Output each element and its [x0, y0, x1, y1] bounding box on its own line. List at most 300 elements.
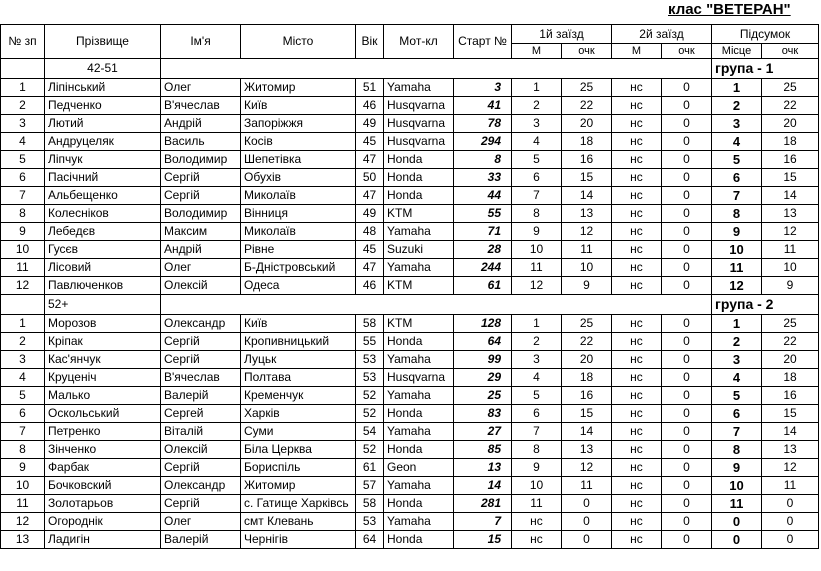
cell-age: 53: [356, 369, 384, 387]
cell-heat2-place: нс: [612, 133, 662, 151]
table-row: [1, 531, 819, 549]
table-row: [1, 441, 819, 459]
table-row: [1, 151, 819, 169]
cell-start: 27: [454, 423, 512, 441]
cell-moto: Geon: [384, 459, 454, 477]
header-start: Старт №: [454, 25, 512, 59]
cell-name: Андрій: [161, 115, 241, 133]
cell-heat1-pts: 25: [562, 315, 612, 333]
cell-num: 4: [1, 369, 45, 387]
cell-moto: Honda: [384, 495, 454, 513]
cell-total-pts: 15: [762, 405, 819, 423]
cell-heat1-place: 5: [512, 387, 562, 405]
cell-city: Б-Дністровський: [241, 259, 356, 277]
cell-heat2-place: нс: [612, 423, 662, 441]
cell-city: Житомир: [241, 79, 356, 97]
cell-heat1-pts: 0: [562, 495, 612, 513]
cell-name: Андрій: [161, 241, 241, 259]
cell-heat1-place: нс: [512, 531, 562, 549]
cell-heat2-place: нс: [612, 205, 662, 223]
cell-total-pts: 12: [762, 223, 819, 241]
cell-name: Сергій: [161, 351, 241, 369]
cell-heat2-pts: 0: [662, 187, 712, 205]
cell-heat2-pts: 0: [662, 169, 712, 187]
cell-age: 64: [356, 531, 384, 549]
cell-surname: Фарбак: [45, 459, 161, 477]
cell-heat2-pts: 0: [662, 513, 712, 531]
group-header-row: [1, 59, 819, 79]
cell-surname: Кріпак: [45, 333, 161, 351]
cell-start: 244: [454, 259, 512, 277]
cell-heat2-pts: 0: [662, 223, 712, 241]
cell-heat2-place: нс: [612, 513, 662, 531]
cell-heat1-pts: 9: [562, 277, 612, 295]
cell-heat2-place: нс: [612, 315, 662, 333]
cell-name: Василь: [161, 133, 241, 151]
table-row: [1, 115, 819, 133]
cell-surname: Малько: [45, 387, 161, 405]
cell-city: Бориспіль: [241, 459, 356, 477]
cell-heat1-place: 6: [512, 405, 562, 423]
table-row: [1, 405, 819, 423]
cell-heat1-place: 8: [512, 205, 562, 223]
cell-heat2-place: нс: [612, 387, 662, 405]
cell-heat1-place: 4: [512, 133, 562, 151]
cell-heat2-place: нс: [612, 115, 662, 133]
cell-moto: Yamaha: [384, 351, 454, 369]
cell-start: 64: [454, 333, 512, 351]
cell-heat2-place: нс: [612, 351, 662, 369]
cell-moto: KTM: [384, 315, 454, 333]
cell-start: 128: [454, 315, 512, 333]
cell-surname: Альбещенко: [45, 187, 161, 205]
cell-heat1-place: 9: [512, 459, 562, 477]
cell-city: с. Гатище Харківсь: [241, 495, 356, 513]
cell-moto: Husqvarna: [384, 97, 454, 115]
cell-heat1-pts: 13: [562, 441, 612, 459]
cell-heat2-pts: 0: [662, 351, 712, 369]
title-row: [0, 0, 821, 24]
cell-heat1-pts: 16: [562, 151, 612, 169]
cell-surname: Круценіч: [45, 369, 161, 387]
cell-start: 8: [454, 151, 512, 169]
cell-name: Олег: [161, 259, 241, 277]
cell-heat2-pts: 0: [662, 97, 712, 115]
cell-total-place: 6: [712, 405, 762, 423]
header-age: Вік: [356, 25, 384, 59]
cell-start: 71: [454, 223, 512, 241]
cell-start: 33: [454, 169, 512, 187]
cell-start: 99: [454, 351, 512, 369]
cell-city: Київ: [241, 315, 356, 333]
cell-heat1-pts: 10: [562, 259, 612, 277]
cell-surname: Лебедєв: [45, 223, 161, 241]
group-label: група - 2: [712, 295, 819, 315]
cell-num: 9: [1, 223, 45, 241]
group-age-range: 42-51: [45, 59, 161, 79]
group-spacer: [1, 59, 45, 79]
cell-city: Шепетівка: [241, 151, 356, 169]
table-row: [1, 423, 819, 441]
cell-moto: Husqvarna: [384, 369, 454, 387]
cell-heat2-pts: 0: [662, 315, 712, 333]
cell-heat1-place: 11: [512, 259, 562, 277]
cell-start: 294: [454, 133, 512, 151]
header-heat1-m: М: [512, 44, 562, 59]
cell-surname: Ладигін: [45, 531, 161, 549]
table-row: [1, 477, 819, 495]
cell-heat2-place: нс: [612, 277, 662, 295]
cell-age: 45: [356, 133, 384, 151]
cell-heat1-place: 2: [512, 333, 562, 351]
cell-surname: Зінченко: [45, 441, 161, 459]
cell-moto: Yamaha: [384, 477, 454, 495]
cell-total-place: 3: [712, 351, 762, 369]
cell-total-pts: 0: [762, 495, 819, 513]
cell-total-place: 0: [712, 531, 762, 549]
cell-total-place: 11: [712, 259, 762, 277]
cell-city: Кропивницький: [241, 333, 356, 351]
cell-heat1-place: 10: [512, 477, 562, 495]
cell-name: В'ячеслав: [161, 369, 241, 387]
cell-num: 6: [1, 405, 45, 423]
cell-heat1-pts: 11: [562, 241, 612, 259]
cell-heat2-pts: 0: [662, 241, 712, 259]
cell-surname: Андруцеляк: [45, 133, 161, 151]
cell-total-pts: 16: [762, 151, 819, 169]
cell-name: Валерій: [161, 387, 241, 405]
cell-total-place: 7: [712, 187, 762, 205]
cell-num: 7: [1, 423, 45, 441]
cell-heat2-place: нс: [612, 97, 662, 115]
table-row: [1, 187, 819, 205]
header-surname: Прізвище: [45, 25, 161, 59]
cell-start: 3: [454, 79, 512, 97]
cell-total-place: 9: [712, 459, 762, 477]
cell-start: 41: [454, 97, 512, 115]
cell-heat2-place: нс: [612, 477, 662, 495]
cell-city: Одеса: [241, 277, 356, 295]
group-age-range: 52+: [45, 295, 161, 315]
cell-heat2-place: нс: [612, 369, 662, 387]
cell-city: Луцьк: [241, 351, 356, 369]
table-row: [1, 351, 819, 369]
cell-total-place: 8: [712, 205, 762, 223]
cell-num: 10: [1, 477, 45, 495]
table-row: [1, 513, 819, 531]
cell-age: 52: [356, 405, 384, 423]
cell-heat2-place: нс: [612, 495, 662, 513]
cell-surname: Ліпчук: [45, 151, 161, 169]
cell-start: 15: [454, 531, 512, 549]
cell-heat2-place: нс: [612, 79, 662, 97]
table-row: [1, 133, 819, 151]
cell-heat1-pts: 14: [562, 423, 612, 441]
cell-heat1-place: 7: [512, 423, 562, 441]
cell-total-pts: 20: [762, 351, 819, 369]
cell-heat2-pts: 0: [662, 115, 712, 133]
cell-start: 13: [454, 459, 512, 477]
cell-city: Запоріжжя: [241, 115, 356, 133]
cell-name: Сергій: [161, 169, 241, 187]
cell-total-place: 12: [712, 277, 762, 295]
cell-start: 83: [454, 405, 512, 423]
cell-surname: Кас'янчук: [45, 351, 161, 369]
cell-name: Сергій: [161, 333, 241, 351]
cell-name: Сергій: [161, 187, 241, 205]
cell-age: 55: [356, 333, 384, 351]
cell-city: Рівне: [241, 241, 356, 259]
cell-total-place: 1: [712, 79, 762, 97]
cell-age: 47: [356, 151, 384, 169]
cell-name: Володимир: [161, 151, 241, 169]
header-heat1: 1й заїзд: [512, 25, 612, 44]
cell-age: 46: [356, 277, 384, 295]
cell-heat2-pts: 0: [662, 477, 712, 495]
table-row: [1, 223, 819, 241]
cell-age: 48: [356, 223, 384, 241]
cell-total-place: 9: [712, 223, 762, 241]
cell-start: 28: [454, 241, 512, 259]
cell-city: Вінниця: [241, 205, 356, 223]
cell-total-place: 10: [712, 477, 762, 495]
header-name: Ім'я: [161, 25, 241, 59]
cell-heat1-place: 1: [512, 79, 562, 97]
cell-name: Олександр: [161, 315, 241, 333]
cell-heat2-pts: 0: [662, 277, 712, 295]
cell-heat1-place: 8: [512, 441, 562, 459]
header-city: Місто: [241, 25, 356, 59]
cell-heat2-pts: 0: [662, 441, 712, 459]
cell-heat2-pts: 0: [662, 405, 712, 423]
cell-moto: Yamaha: [384, 259, 454, 277]
cell-age: 47: [356, 259, 384, 277]
cell-age: 45: [356, 241, 384, 259]
cell-start: 7: [454, 513, 512, 531]
cell-moto: Honda: [384, 333, 454, 351]
cell-moto: Honda: [384, 531, 454, 549]
cell-name: Сергій: [161, 495, 241, 513]
cell-age: 46: [356, 97, 384, 115]
cell-start: 29: [454, 369, 512, 387]
cell-moto: Yamaha: [384, 387, 454, 405]
cell-total-place: 11: [712, 495, 762, 513]
cell-name: Валерій: [161, 531, 241, 549]
cell-surname: Пасічний: [45, 169, 161, 187]
cell-heat1-place: 3: [512, 115, 562, 133]
cell-city: Житомир: [241, 477, 356, 495]
group-spacer: [161, 295, 712, 315]
cell-num: 12: [1, 513, 45, 531]
cell-heat2-place: нс: [612, 259, 662, 277]
cell-name: Олександр: [161, 477, 241, 495]
cell-start: 14: [454, 477, 512, 495]
cell-heat1-place: 9: [512, 223, 562, 241]
cell-num: 10: [1, 241, 45, 259]
cell-heat1-pts: 15: [562, 405, 612, 423]
cell-start: 78: [454, 115, 512, 133]
cell-heat1-pts: 15: [562, 169, 612, 187]
cell-heat1-pts: 20: [562, 351, 612, 369]
cell-total-pts: 18: [762, 133, 819, 151]
cell-start: 281: [454, 495, 512, 513]
cell-heat1-place: 11: [512, 495, 562, 513]
cell-total-pts: 22: [762, 333, 819, 351]
group-spacer: [1, 295, 45, 315]
cell-city: Миколаїв: [241, 223, 356, 241]
cell-name: Олег: [161, 79, 241, 97]
cell-heat2-pts: 0: [662, 205, 712, 223]
cell-heat2-pts: 0: [662, 387, 712, 405]
cell-heat1-pts: 14: [562, 187, 612, 205]
group-header-row: [1, 295, 819, 315]
cell-total-pts: 12: [762, 459, 819, 477]
cell-age: 53: [356, 351, 384, 369]
cell-heat2-place: нс: [612, 169, 662, 187]
class-title: клас "ВЕТЕРАН": [668, 1, 791, 18]
cell-age: 52: [356, 441, 384, 459]
cell-city: Полтава: [241, 369, 356, 387]
cell-heat1-pts: 22: [562, 333, 612, 351]
cell-city: смт Клевань: [241, 513, 356, 531]
table-row: [1, 169, 819, 187]
cell-heat1-place: 10: [512, 241, 562, 259]
header-num: № зп: [1, 25, 45, 59]
cell-age: 49: [356, 115, 384, 133]
cell-moto: KTM: [384, 205, 454, 223]
cell-moto: Honda: [384, 187, 454, 205]
header-moto: Мот-кл: [384, 25, 454, 59]
cell-heat1-pts: 0: [562, 513, 612, 531]
table-row: [1, 79, 819, 97]
cell-total-pts: 11: [762, 241, 819, 259]
cell-heat1-pts: 18: [562, 133, 612, 151]
cell-age: 50: [356, 169, 384, 187]
cell-heat2-place: нс: [612, 441, 662, 459]
cell-moto: Honda: [384, 169, 454, 187]
cell-moto: Yamaha: [384, 223, 454, 241]
cell-total-pts: 0: [762, 531, 819, 549]
cell-total-place: 10: [712, 241, 762, 259]
cell-surname: Лісовий: [45, 259, 161, 277]
table-row: [1, 315, 819, 333]
cell-total-pts: 20: [762, 115, 819, 133]
cell-surname: Ліпінський: [45, 79, 161, 97]
cell-total-place: 4: [712, 369, 762, 387]
cell-city: Біла Церква: [241, 441, 356, 459]
cell-age: 57: [356, 477, 384, 495]
cell-total-pts: 15: [762, 169, 819, 187]
cell-heat2-place: нс: [612, 151, 662, 169]
table-row: [1, 205, 819, 223]
cell-heat1-place: нс: [512, 513, 562, 531]
cell-heat1-pts: 11: [562, 477, 612, 495]
cell-name: Сергій: [161, 459, 241, 477]
cell-heat1-place: 4: [512, 369, 562, 387]
table-row: [1, 259, 819, 277]
cell-age: 58: [356, 315, 384, 333]
cell-heat2-place: нс: [612, 405, 662, 423]
cell-heat1-place: 1: [512, 315, 562, 333]
cell-total-pts: 25: [762, 315, 819, 333]
cell-city: Косів: [241, 133, 356, 151]
cell-moto: Husqvarna: [384, 133, 454, 151]
cell-moto: Husqvarna: [384, 115, 454, 133]
cell-surname: Морозов: [45, 315, 161, 333]
results-table: [0, 24, 819, 549]
cell-num: 5: [1, 387, 45, 405]
cell-num: 11: [1, 495, 45, 513]
cell-moto: Yamaha: [384, 79, 454, 97]
cell-num: 12: [1, 277, 45, 295]
cell-total-pts: 10: [762, 259, 819, 277]
header-row-1: [1, 25, 819, 44]
cell-heat1-place: 2: [512, 97, 562, 115]
cell-moto: KTM: [384, 277, 454, 295]
header-heat2-pts: очк: [662, 44, 712, 59]
cell-total-place: 4: [712, 133, 762, 151]
cell-heat1-place: 12: [512, 277, 562, 295]
table-row: [1, 333, 819, 351]
cell-total-place: 2: [712, 97, 762, 115]
cell-surname: Оскольський: [45, 405, 161, 423]
cell-total-place: 7: [712, 423, 762, 441]
cell-name: Олег: [161, 513, 241, 531]
cell-surname: Огороднік: [45, 513, 161, 531]
table-row: [1, 241, 819, 259]
header-heat1-pts: очк: [562, 44, 612, 59]
cell-num: 2: [1, 333, 45, 351]
cell-total-pts: 13: [762, 441, 819, 459]
cell-heat2-place: нс: [612, 459, 662, 477]
cell-age: 54: [356, 423, 384, 441]
cell-heat2-place: нс: [612, 187, 662, 205]
cell-age: 53: [356, 513, 384, 531]
cell-heat2-pts: 0: [662, 459, 712, 477]
cell-heat2-place: нс: [612, 531, 662, 549]
cell-heat2-pts: 0: [662, 423, 712, 441]
cell-num: 9: [1, 459, 45, 477]
cell-total-place: 0: [712, 513, 762, 531]
cell-num: 6: [1, 169, 45, 187]
cell-heat1-pts: 22: [562, 97, 612, 115]
cell-num: 7: [1, 187, 45, 205]
cell-total-pts: 22: [762, 97, 819, 115]
header-heat2: 2й заїзд: [612, 25, 712, 44]
cell-start: 85: [454, 441, 512, 459]
cell-surname: Бочковский: [45, 477, 161, 495]
cell-moto: Honda: [384, 151, 454, 169]
cell-moto: Honda: [384, 405, 454, 423]
header-total-place: Місце: [712, 44, 762, 59]
cell-city: Суми: [241, 423, 356, 441]
cell-moto: Yamaha: [384, 423, 454, 441]
cell-total-place: 5: [712, 151, 762, 169]
cell-total-place: 6: [712, 169, 762, 187]
cell-total-pts: 9: [762, 277, 819, 295]
cell-total-place: 2: [712, 333, 762, 351]
table-row: [1, 97, 819, 115]
cell-num: 3: [1, 351, 45, 369]
cell-name: Володимир: [161, 205, 241, 223]
cell-moto: Yamaha: [384, 513, 454, 531]
cell-num: 4: [1, 133, 45, 151]
cell-total-pts: 14: [762, 187, 819, 205]
cell-heat2-pts: 0: [662, 333, 712, 351]
cell-num: 8: [1, 205, 45, 223]
cell-surname: Павлюченков: [45, 277, 161, 295]
cell-total-place: 8: [712, 441, 762, 459]
